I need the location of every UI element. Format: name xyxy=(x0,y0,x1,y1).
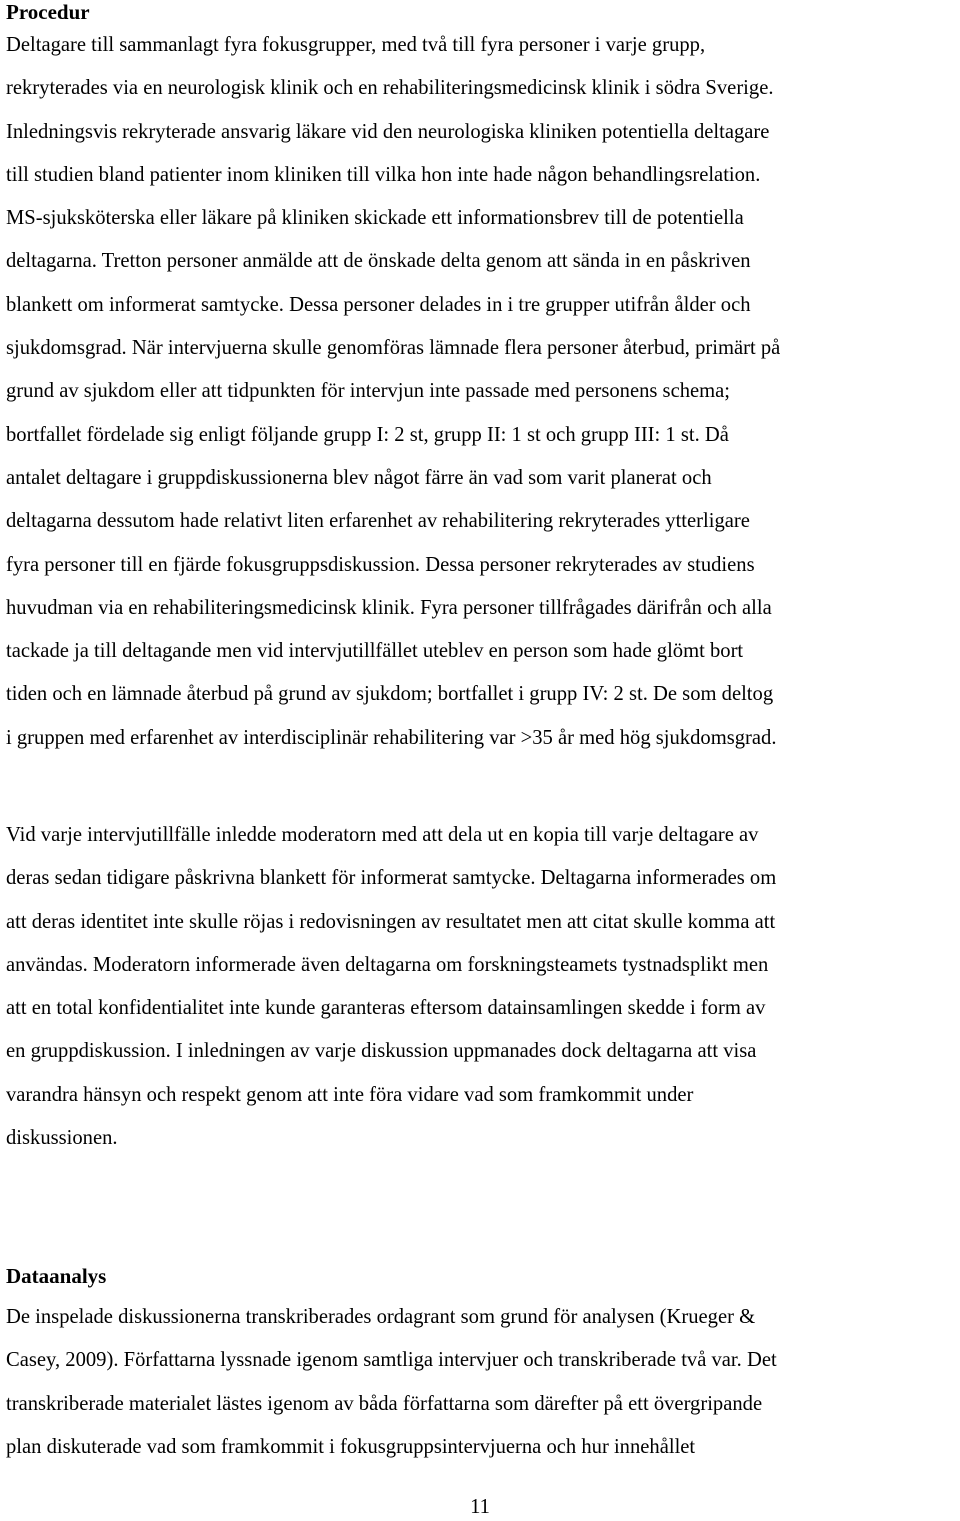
text-line: att deras identitet inte skulle röjas i redovisningen av resultatet men att citat skulle komma att xyxy=(6,910,776,933)
paragraph-procedur-1 xyxy=(6,24,780,760)
section-heading-procedur: Procedur xyxy=(6,0,90,24)
text-line: användas. Moderatorn informerade även deltagarna om forskningsteamets tystnadsplikt men xyxy=(6,953,769,976)
text-line: Deltagare till sammanlagt fyra fokusgrupper, med två till fyra personer i varje grupp, xyxy=(6,34,706,56)
paragraph-dataanalys xyxy=(6,1296,777,1469)
text-line: antalet deltagare i gruppdiskussionerna blev något färre än vad som varit planerat och xyxy=(6,466,712,489)
text-line: transkriberade materialet lästes igenom av båda författarna som därefter på ett övergripande xyxy=(6,1392,763,1415)
text-line: att en total konfidentialitet inte kunde garanteras eftersom datainsamlingen skedde i form av xyxy=(6,997,766,1020)
paragraph-procedur-2 xyxy=(6,814,776,1160)
page-number: 11 xyxy=(470,1496,490,1518)
text-line: De inspelade diskussionerna transkriberades ordagrant som grund för analysen (Krueger & xyxy=(6,1306,756,1328)
text-line: huvudman via en rehabiliteringsmedicinsk klinik. Fyra personer tillfrågades därifrån och alla xyxy=(6,596,772,619)
text-line: varandra hänsyn och respekt genom att inte föra vidare vad som framkommit under xyxy=(6,1083,694,1106)
text-line: blankett om informerat samtycke. Dessa personer delades in i tre grupper utifrån ålder och xyxy=(6,293,751,316)
section-heading-dataanalys: Dataanalys xyxy=(6,1264,107,1288)
text-line: fyra personer till en fjärde fokusgruppsdiskussion. Dessa personer rekryterades av studiens xyxy=(6,553,755,576)
text-line: deltagarna dessutom hade relativt liten erfarenhet av rehabilitering rekryterades ytterligare xyxy=(6,510,750,533)
text-line: rekryterades via en neurologisk klinik och en rehabiliteringsmedicinsk klinik i södra Sverige. xyxy=(6,77,774,100)
text-line: deras sedan tidigare påskrivna blankett för informerat samtycke. Deltagarna informerades om xyxy=(6,867,777,890)
text-line: tackade ja till deltagande men vid intervjutillfället uteblev en person som hade glömt bort xyxy=(6,640,744,663)
text-line: Inledningsvis rekryterade ansvarig läkare vid den neurologiska kliniken potentiella deltagare xyxy=(6,120,770,143)
text-line: sjukdomsgrad. När intervjuerna skulle genomföras lämnade flera personer återbud, primärt på xyxy=(6,337,781,360)
text-line: grund av sjukdom eller att tidpunkten för intervjun inte passade med personens schema; xyxy=(6,380,731,403)
text-line: diskussionen. xyxy=(6,1127,118,1150)
text-line: Vid varje intervjutillfälle inledde moderatorn med att dela ut en kopia till varje deltagare av xyxy=(6,824,759,846)
text-line: plan diskuterade vad som framkommit i fokusgruppsintervjuerna och hur innehållet xyxy=(6,1435,696,1458)
text-line: MS-sjuksköterska eller läkare på kliniken skickade ett informationsbrev till de potentiella xyxy=(6,207,744,230)
text-line: till studien bland patienter inom kliniken till vilka hon inte hade någon behandlingsrelation. xyxy=(6,163,761,186)
text-line: tiden och en lämnade återbud på grund av sjukdom; bortfallet i grupp IV: 2 st. De som deltog xyxy=(6,683,774,706)
text-line: bortfallet fördelade sig enligt följande grupp I: 2 st, grupp II: 1 st och grupp III: 1 st. Då xyxy=(6,423,729,446)
text-line: i gruppen med erfarenhet av interdisciplinär rehabilitering var >35 år med hög sjukdomsgrad. xyxy=(6,726,777,749)
text-line: Casey, 2009). Författarna lyssnade igenom samtliga intervjuer och transkriberade två var. Det xyxy=(6,1349,777,1372)
text-line: deltagarna. Tretton personer anmälde att de önskade delta genom att sända in en påskriven xyxy=(6,250,751,273)
text-line: en gruppdiskussion. I inledningen av varje diskussion uppmanades dock deltagarna att visa xyxy=(6,1040,757,1063)
